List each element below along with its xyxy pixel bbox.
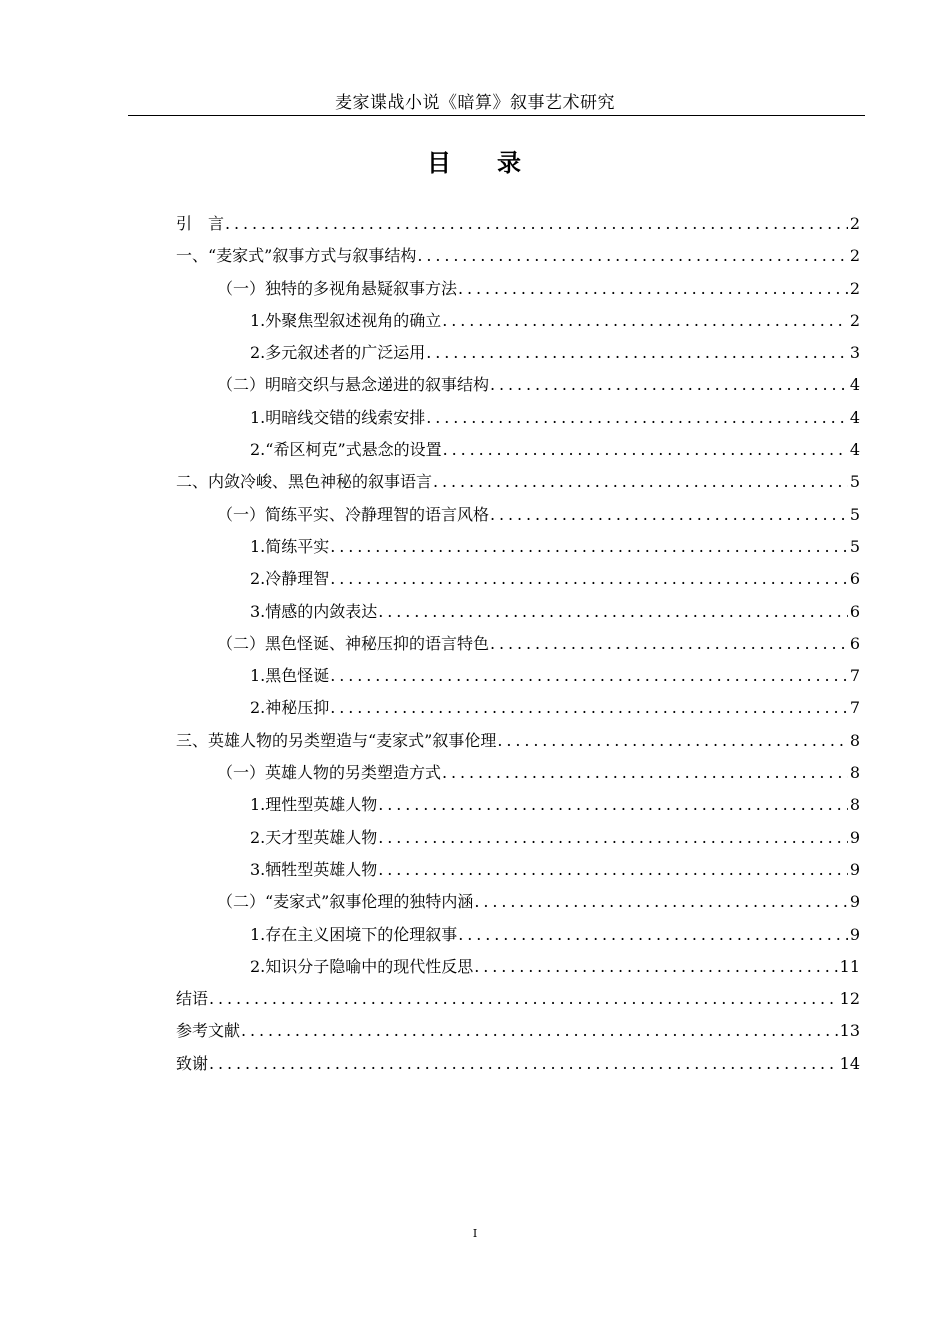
toc-title xyxy=(0,147,950,179)
toc-entry-page-number: 2 xyxy=(849,246,860,266)
toc-entry[interactable] xyxy=(176,499,860,531)
dot-leader xyxy=(241,1015,838,1047)
dot-leader xyxy=(426,402,848,434)
dot-leader xyxy=(442,757,848,789)
toc-entry-page-number: 5 xyxy=(849,472,860,492)
toc-entry[interactable] xyxy=(176,273,860,305)
toc-entry[interactable] xyxy=(176,337,860,369)
toc-entry[interactable] xyxy=(176,402,860,434)
toc-title-part1: 目 xyxy=(427,149,453,177)
dot-leader xyxy=(225,208,848,240)
dot-leader xyxy=(378,822,848,854)
toc-entry[interactable] xyxy=(176,305,860,337)
toc-entry-page-number: 9 xyxy=(849,924,860,944)
toc-entry[interactable] xyxy=(176,725,860,757)
dot-leader xyxy=(497,725,847,757)
running-header: 麦家谍战小说《暗算》叙事艺术研究 xyxy=(335,93,615,113)
toc-entry-page-number: 8 xyxy=(849,763,860,783)
toc-entry-title: 2.天才型英雄人物 xyxy=(250,827,378,847)
toc-entry[interactable] xyxy=(176,531,860,563)
page-number: I xyxy=(472,1227,478,1240)
toc-entry-page-number: 5 xyxy=(849,536,860,556)
toc-entry[interactable] xyxy=(176,240,860,272)
toc-entry-title: 1.外聚焦型叙述视角的确立 xyxy=(250,310,442,330)
toc-entry-title: 1.黑色怪诞 xyxy=(250,666,330,686)
dot-leader xyxy=(330,692,848,724)
toc-entry-title: 结语 xyxy=(176,989,209,1009)
toc-entry-title: （二）“麦家式”叙事伦理的独特内涵 xyxy=(217,892,474,912)
toc-entry-title: 参考文献 xyxy=(176,1021,241,1041)
dot-leader xyxy=(458,273,848,305)
toc-entry-page-number: 8 xyxy=(849,730,860,750)
toc-entry-page-number: 6 xyxy=(849,569,860,589)
toc-entry-page-number: 2 xyxy=(849,278,860,298)
toc-entry-title: 1.简练平实 xyxy=(250,536,330,556)
toc-entry-page-number: 3 xyxy=(849,343,860,363)
header-divider xyxy=(128,115,865,116)
toc-entry[interactable] xyxy=(176,563,860,595)
toc-entry-page-number: 12 xyxy=(839,989,860,1009)
toc-entry-page-number: 6 xyxy=(849,601,860,621)
toc-entry-title: 2.知识分子隐喻中的现代性反思 xyxy=(250,956,474,976)
toc-entry-page-number: 9 xyxy=(849,827,860,847)
toc-entry-page-number: 2 xyxy=(849,214,860,233)
toc-entry-page-number: 6 xyxy=(849,633,860,653)
toc-entry[interactable] xyxy=(176,919,860,951)
toc-entry-page-number: 2 xyxy=(849,310,860,330)
dot-leader xyxy=(330,563,848,595)
toc-entry-page-number: 7 xyxy=(849,666,860,686)
toc-entry-page-number: 4 xyxy=(849,407,860,427)
toc-entry-title: 3.牺牲型英雄人物 xyxy=(250,859,378,879)
toc-entry-title: （一）简练平实、冷静理智的语言风格 xyxy=(217,504,490,524)
toc-entry[interactable] xyxy=(176,466,860,498)
toc-entry-title: 1.理性型英雄人物 xyxy=(250,795,378,815)
dot-leader xyxy=(378,789,848,821)
toc-entry-page-number: 13 xyxy=(839,1021,860,1041)
table-of-contents xyxy=(176,208,860,1080)
toc-entry-title: （一）独特的多视角悬疑叙事方法 xyxy=(217,278,458,298)
toc-entry[interactable] xyxy=(176,628,860,660)
toc-title-part2: 录 xyxy=(497,149,523,177)
dot-leader xyxy=(474,951,837,983)
toc-entry-title: 1.明暗线交错的线索安排 xyxy=(250,407,426,427)
toc-entry-title: （二）黑色怪诞、神秘压抑的语言特色 xyxy=(217,633,490,653)
toc-entry-title: 2.冷静理智 xyxy=(250,569,330,589)
toc-entry-title: （一）英雄人物的另类塑造方式 xyxy=(217,763,442,783)
dot-leader xyxy=(442,305,848,337)
toc-entry-page-number: 4 xyxy=(849,440,860,460)
toc-entry-title: 引 言 xyxy=(176,214,225,233)
toc-entry-page-number: 8 xyxy=(849,795,860,815)
toc-entry-title: 1.存在主义困境下的伦理叙事 xyxy=(250,924,458,944)
dot-leader xyxy=(458,919,848,951)
dot-leader xyxy=(433,466,848,498)
dot-leader xyxy=(426,337,848,369)
toc-entry-title: （二）明暗交织与悬念递进的叙事结构 xyxy=(217,375,490,395)
toc-entry[interactable] xyxy=(176,692,860,724)
dot-leader xyxy=(209,1048,838,1080)
toc-entry-page-number: 4 xyxy=(849,375,860,395)
toc-entry[interactable] xyxy=(176,1048,860,1080)
toc-entry[interactable] xyxy=(176,1015,860,1047)
toc-entry[interactable] xyxy=(176,951,860,983)
toc-entry[interactable] xyxy=(176,789,860,821)
toc-entry[interactable] xyxy=(176,208,860,240)
toc-entry-page-number: 11 xyxy=(839,956,860,976)
toc-entry-page-number: 9 xyxy=(849,892,860,912)
toc-entry-page-number: 14 xyxy=(839,1053,860,1073)
toc-entry-title: 3.情感的内敛表达 xyxy=(250,601,378,621)
toc-entry[interactable] xyxy=(176,983,860,1015)
toc-entry[interactable] xyxy=(176,854,860,886)
dot-leader xyxy=(378,854,848,886)
toc-entry-page-number: 7 xyxy=(849,698,860,718)
toc-entry[interactable] xyxy=(176,596,860,628)
toc-entry-page-number: 5 xyxy=(849,504,860,524)
toc-entry-title: 2.多元叙述者的广泛运用 xyxy=(250,343,426,363)
dot-leader xyxy=(490,499,848,531)
toc-entry[interactable] xyxy=(176,369,860,401)
dot-leader xyxy=(417,240,847,272)
dot-leader xyxy=(330,531,848,563)
toc-entry[interactable] xyxy=(176,757,860,789)
toc-entry-title: 二、内敛冷峻、黑色神秘的叙事语言 xyxy=(176,472,433,492)
toc-entry[interactable] xyxy=(176,822,860,854)
toc-entry[interactable] xyxy=(176,434,860,466)
dot-leader xyxy=(209,983,838,1015)
dot-leader xyxy=(490,369,848,401)
toc-entry-title: 三、英雄人物的另类塑造与“麦家式”叙事伦理 xyxy=(176,730,497,750)
toc-entry-title: 2.神秘压抑 xyxy=(250,698,330,718)
toc-entry[interactable] xyxy=(176,660,860,692)
dot-leader xyxy=(330,660,848,692)
toc-entry-title: 致谢 xyxy=(176,1053,209,1073)
dot-leader xyxy=(378,596,848,628)
toc-entry[interactable] xyxy=(176,886,860,918)
dot-leader xyxy=(474,886,847,918)
dot-leader xyxy=(443,434,848,466)
dot-leader xyxy=(490,628,848,660)
toc-entry-page-number: 9 xyxy=(849,859,860,879)
toc-entry-title: 2.“希区柯克”式悬念的设置 xyxy=(250,440,442,460)
toc-entry-title: 一、“麦家式”叙事方式与叙事结构 xyxy=(176,246,417,266)
